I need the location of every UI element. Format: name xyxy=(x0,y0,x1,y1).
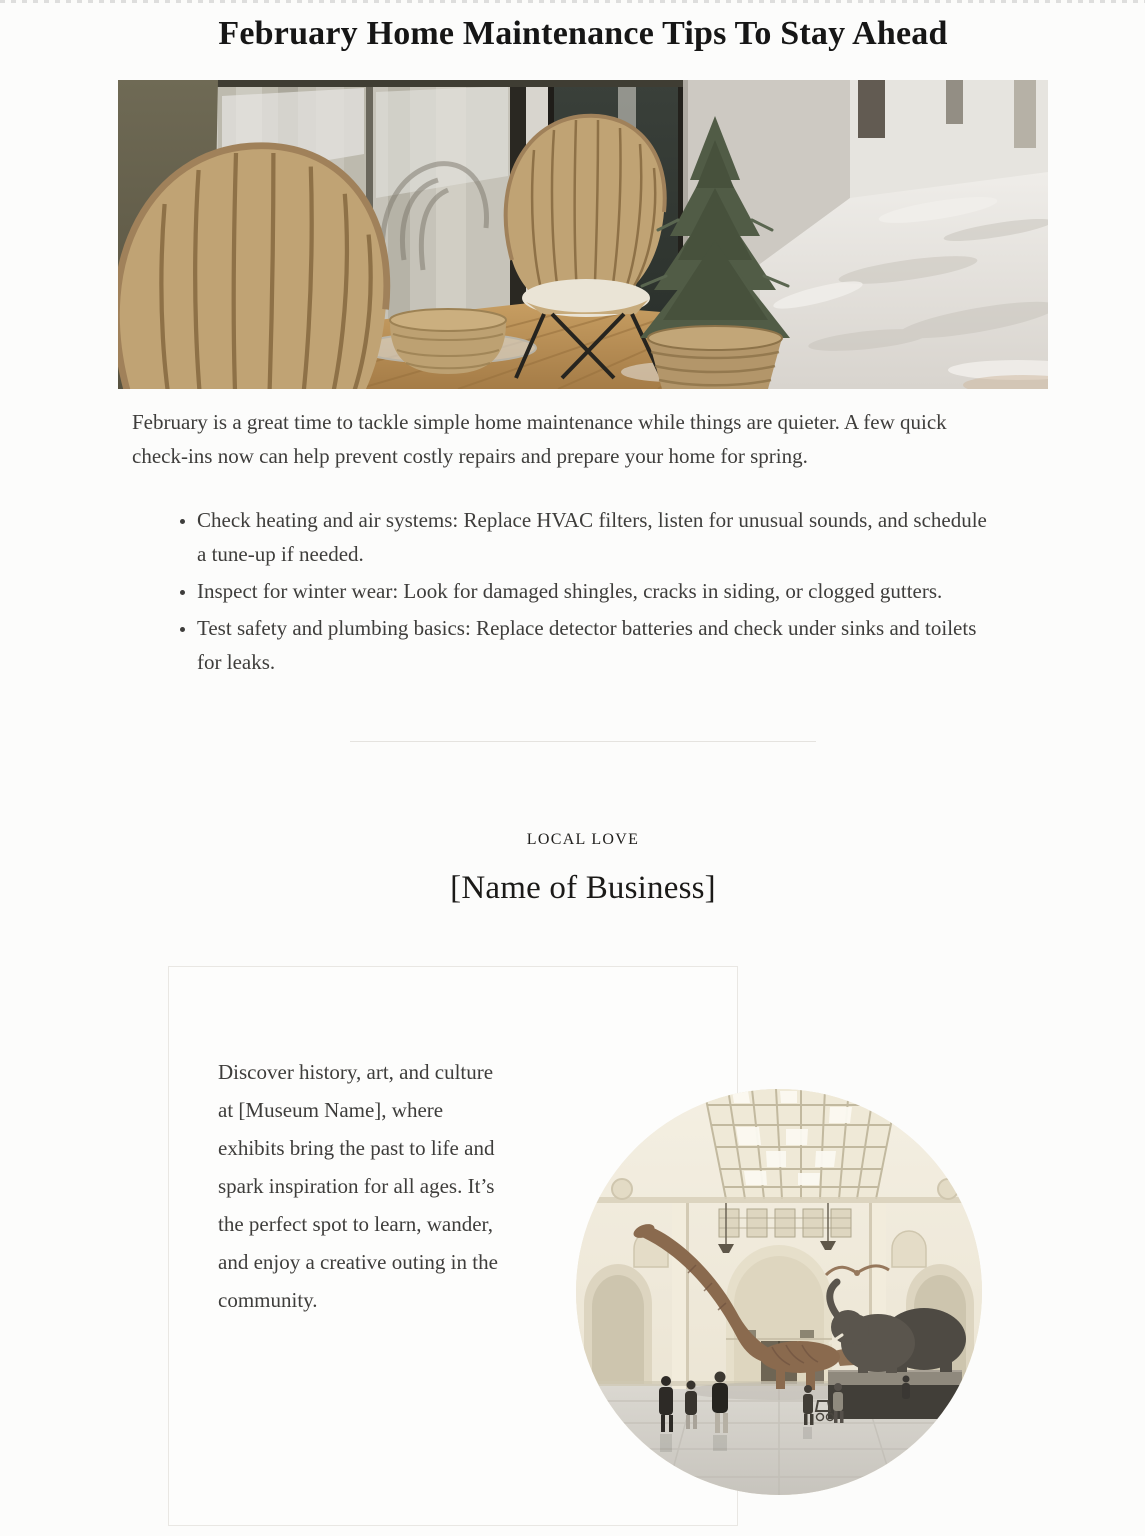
article-title: February Home Maintenance Tips To Stay Ahead xyxy=(218,15,948,52)
tip-item: • Inspect for winter wear: Look for damaged shingles, cracks in siding, or clogged gutters. xyxy=(197,574,998,608)
tips-list xyxy=(118,503,1048,679)
page-top-edge xyxy=(0,0,1145,3)
intro-paragraph: February is a great time to tackle simple home maintenance while things are quieter. A few quick check-ins now can help prevent costly repairs and prepare your home for spring. xyxy=(132,410,947,468)
museum-photo-illustration xyxy=(576,1089,982,1495)
tip-item: • Check heating and air systems: Replace HVAC filters, listen for unusual sounds, and schedule a tune-up if needed. xyxy=(197,503,998,571)
business-description: Discover history, art, and culture at [Museum Name], where exhibits bring the past to life and spark inspiration for all ages. It’s the perfect spot to learn, wander, and enjoy a creative outing in the community. xyxy=(218,1060,498,1312)
business-name-heading: [Name of Business] xyxy=(450,870,716,906)
section-eyebrow: LOCAL LOVE xyxy=(526,831,640,848)
hero-image xyxy=(118,80,1048,389)
porch-photo-illustration xyxy=(118,80,1048,389)
section-divider xyxy=(350,741,816,742)
museum-photo xyxy=(576,1089,982,1495)
tip-item: • Test safety and plumbing basics: Replace detector batteries and check under sinks and toilets for leaks. xyxy=(197,611,998,679)
